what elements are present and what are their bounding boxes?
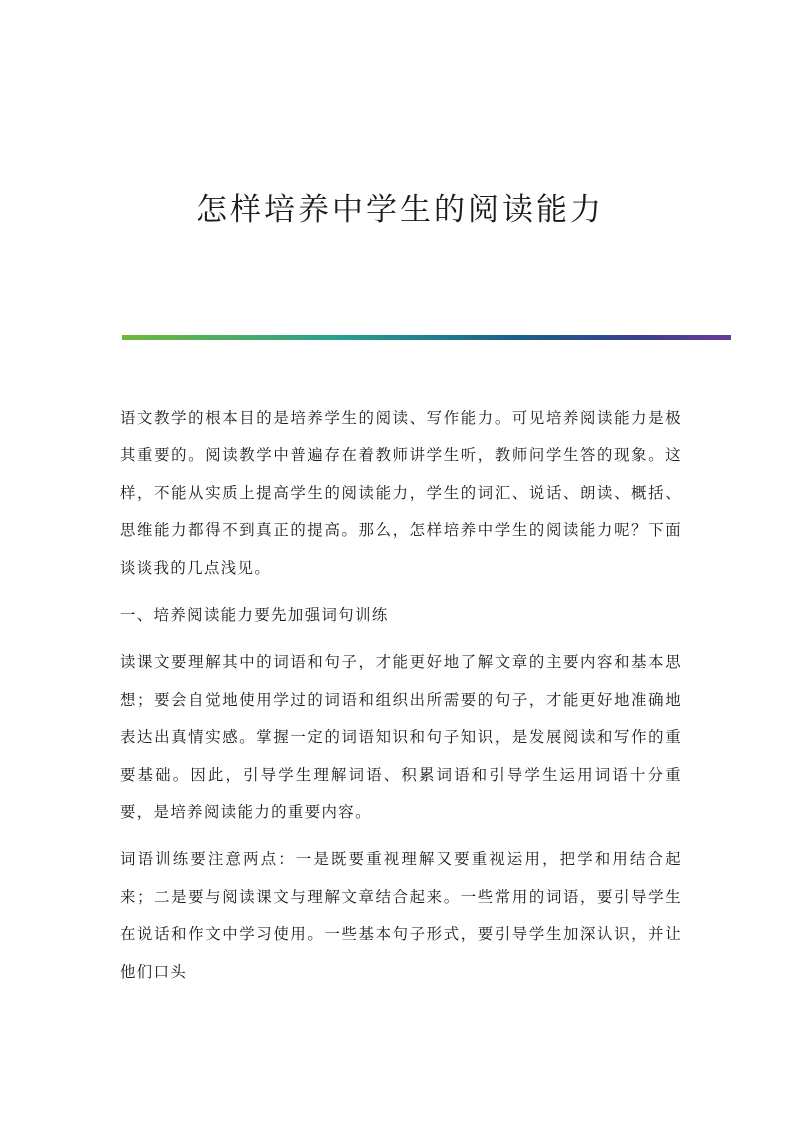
body-paragraph: 词语训练要注意两点：一是既要重视理解又要重视运用，把学和用结合起来；二是要与阅读课文与理解文章结合起来。一些常用的词语，要引导学生在说话和作文中学习使用。一些基本句子形式，要引导学生加深认识，并让他们口头 <box>120 850 682 981</box>
document-body <box>120 400 682 1001</box>
intro-paragraph: 语文教学的根本目的是培养学生的阅读、写作能力。可见培养阅读能力是极其重要的。阅读教学中普遍存在着教师讲学生听，教师问学生答的现象。这样，不能从实质上提高学生的阅读能力，学生的词汇、说话、朗读、概括、思维能力都得不到真正的提高。那么，怎样培养中学生的阅读能力呢？下面谈谈我的几点浅见。 <box>120 409 682 577</box>
body-paragraph: 读课文要理解其中的词语和句子，才能更好地了解文章的主要内容和基本思想；要会自觉地使用学过的词语和组织出所需要的句子，才能更好地准确地表达出真情实感。掌握一定的词语知识和句子知识，是发展阅读和写作的重要基础。因此，引导学生理解词语、积累词语和引导学生运用词语十分重要，是培养阅读能力的重要内容。 <box>120 653 682 822</box>
document-title: 怎样培养中学生的阅读能力 <box>196 192 604 228</box>
section-heading: 一、培养阅读能力要先加强词句训练 <box>120 606 389 625</box>
title-divider <box>122 335 731 340</box>
